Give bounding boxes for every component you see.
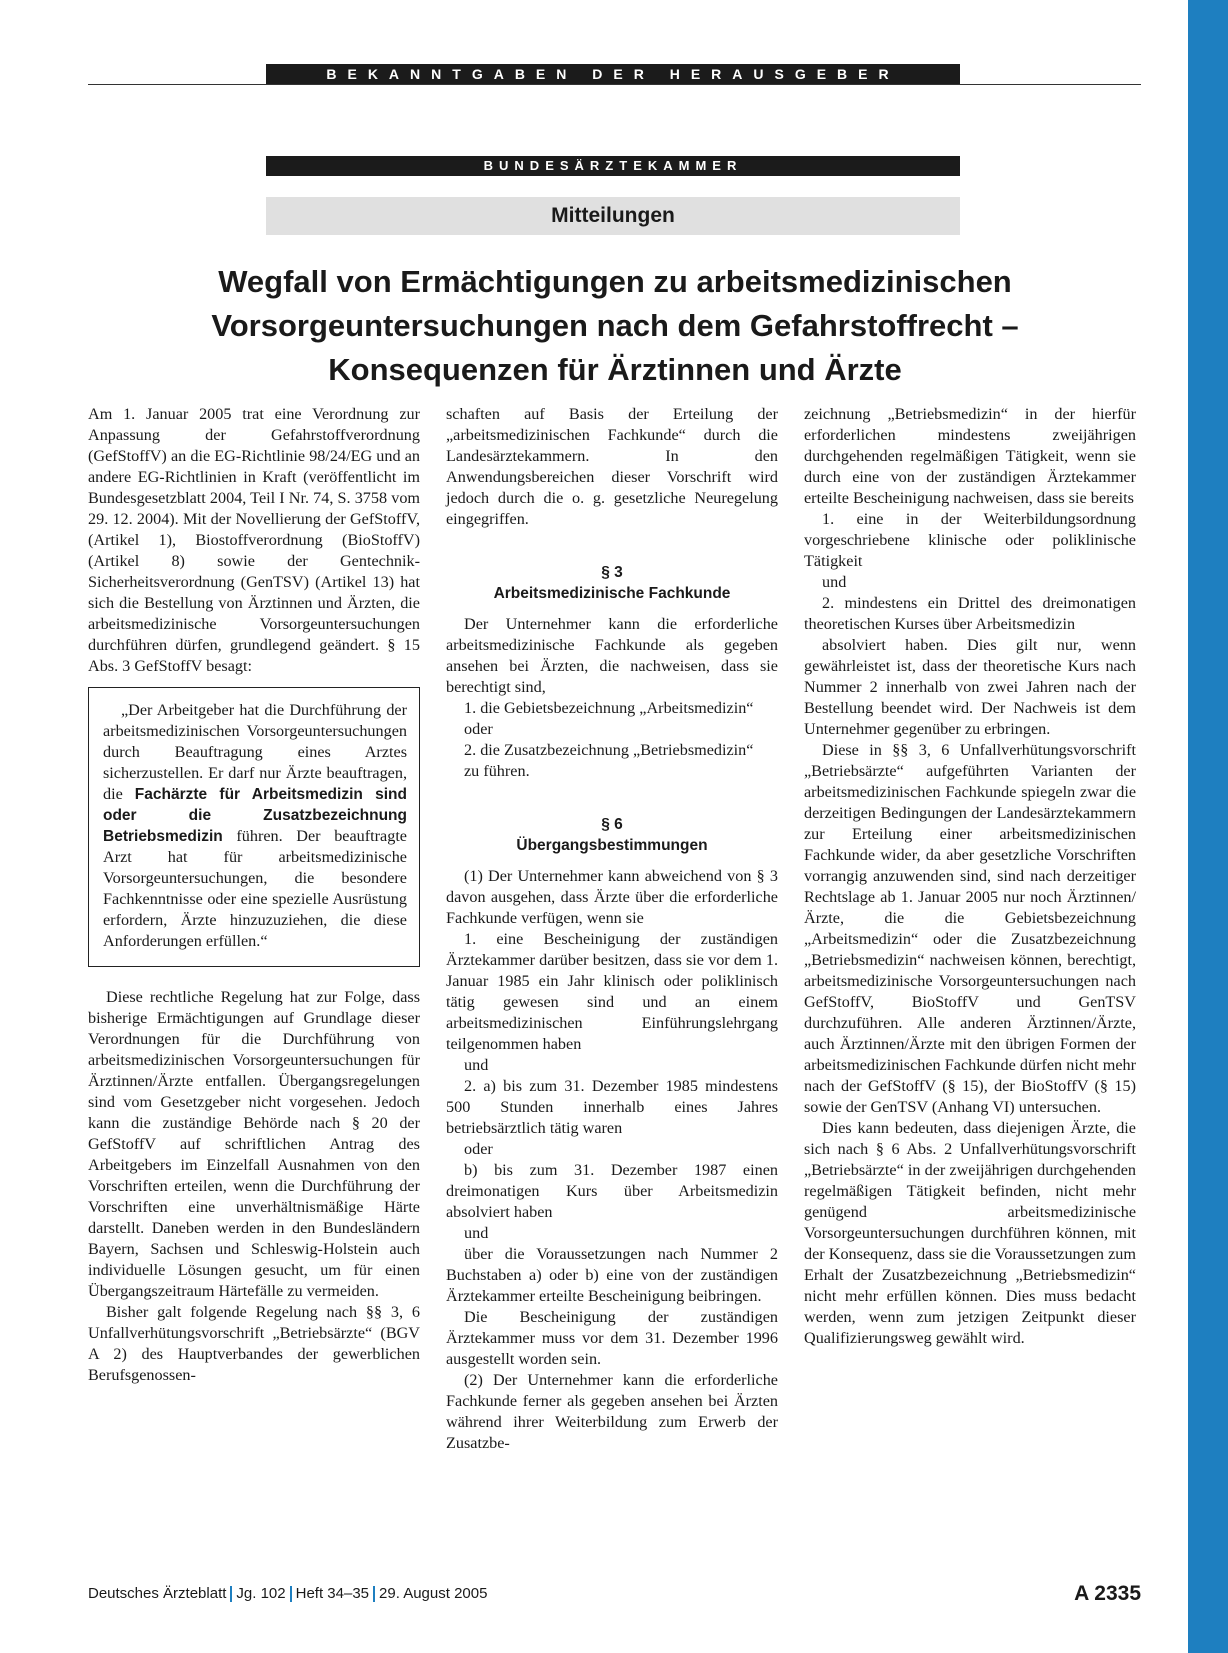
footer-journal: Deutsches Ärzteblatt <box>88 1585 227 1602</box>
footer-volume: Jg. 102 <box>236 1585 286 1602</box>
section-6-und-1: und <box>464 1056 489 1074</box>
column3-continuation: zeichnung „Betriebsmedizin“ in der hierfür erforderlichen mindestens zweijährigen durchgehenden regelmäßigen Tätigkeit, wenn sie durch eine von der zuständigen Ärztekammer erteilte Bescheinigung nachweisen, dass sie bereits <box>804 405 1136 507</box>
section-6-para-3: (2) Der Unternehmer kann die erforderliche Fachkunde ferner als gegeben ansehen bei Ärzten während ihrer Weiterbildung zum Erwerb der Zusatzbe- <box>446 1371 778 1452</box>
column3-item-1: 1. eine in der Weiterbildungsordnung vorgeschriebene klinische oder poliklinische Tätigkeit <box>804 510 1136 570</box>
section-6-item-3: über die Voraussetzungen nach Nummer 2 Buchstaben a) oder b) eine von der zuständigen Ärztekammer erteilte Bescheinigung beibringen. <box>446 1245 778 1305</box>
column-1 <box>88 404 420 1386</box>
column3-para-3: Dies kann bedeuten, dass diejenigen Ärzte, die sich nach § 6 Abs. 2 Unfallverhütungsvorschrift „Betriebsärzte“ in der zweijährigen durchgehenden regelmäßigen Tätigkeit befinden, nicht mehr genügend arbeitsmedizinische Vorsorgeuntersuchungen durchführen können, mit der Konsequenz, dass sie die Voraussetzungen zum Erhalt der Zusatzbezeichnung „Betriebsmedizin“ nicht mehr erfüllen können. Dies muss bedacht werden, wenn zum jetzigen Zeitpunkt dieser Qualifizierungsweg gewählt wird. <box>804 1119 1136 1347</box>
section-3-oder: oder <box>464 720 493 738</box>
section-6-item-1: 1. eine Bescheinigung der zuständigen Ärztekammer darüber besitzen, dass sie vor dem 1. Januar 1985 ein Jahr klinisch oder poliklinisch tätig gewesen sind und an einem arbeitsmedizinischen Einführungslehrgang teilgenommen haben <box>446 930 778 1053</box>
section-6-item-2a: 2. a) bis zum 31. Dezember 1985 mindestens 500 Stunden innerhalb eines Jahres betriebsärztlich tätig waren <box>446 1077 778 1137</box>
quote-text-end: führen. Der beauftragte Arzt hat für arbeitsmedizinische Vorsorgeuntersuchungen, die besondere Fachkenntnisse oder eine spezielle Ausrüstung erfordern, Ärzte hinzuzuziehen, die diese Anforderungen erfüllen.“ <box>103 827 407 950</box>
footer-issue: Heft 34–35 <box>295 1585 370 1602</box>
section-3-item-2: 2. die Zusatzbezeichnung „Betriebsmedizin“ <box>464 741 754 759</box>
article-title <box>100 260 1130 392</box>
section-6-para-1: (1) Der Unternehmer kann abweichend von § 3 davon ausgehen, dass Ärzte über die erforderliche Fachkunde verfügen, wenn sie <box>446 867 778 927</box>
side-color-bar <box>1188 0 1228 1653</box>
column-3 <box>804 404 1136 1349</box>
section-3-title: Arbeitsmedizinische Fachkunde <box>493 585 731 602</box>
section-3-number: § 3 <box>601 564 623 581</box>
title-line-3: Konsequenzen für Ärztinnen und Ärzte <box>328 352 902 387</box>
section-6-item-2b: b) bis zum 31. Dezember 1987 einen dreimonatigen Kurs über Arbeitsmedizin absolviert haben <box>446 1161 778 1221</box>
publisher-band: BEKANNTGABEN DER HERAUSGEBER <box>266 64 960 84</box>
footer-date: 29. August 2005 <box>379 1585 488 1602</box>
column-2 <box>446 404 778 1454</box>
section-6-oder: oder <box>464 1140 493 1158</box>
section-6-und-2: und <box>464 1224 489 1242</box>
previous-rule-paragraph: Bisher galt folgende Regelung nach §§ 3, 6 Unfallverhütungsvorschrift „Betriebsärzte“ (BGV A 2) des Hauptverbandes der gewerblichen Berufsgenossen- <box>88 1303 420 1384</box>
legal-quote <box>103 700 407 952</box>
intro-paragraph: Am 1. Januar 2005 trat eine Verordnung zur Anpassung der Gefahrstoffverordnung (GefStoffV) an die EG-Richtlinie 98/24/EG und an andere EG-Richtlinien in Kraft (veröffentlicht im Bundesgesetzblatt 2004, Teil I Nr. 74, S. 3758 vom 29. 12. 2004). Mit der Novellierung der GefStoffV, (Artikel 1), Biostoffverordnung (BioStoffV) (Artikel 8) sowie der Gentechnik-Sicherheitsverordnung (GenTSV) (Artikel 13) hat sich die Bestellung von Ärztinnen und Ärzten, die arbeitsmedizinische Vorsorgeuntersuchungen durchführen dürfen, grundlegend geändert. § 15 Abs. 3 GefStoffV besagt: <box>88 405 420 675</box>
section-6-title: Übergangsbestimmungen <box>516 837 708 854</box>
header-rule <box>88 84 1141 85</box>
column3-item-2: 2. mindestens ein Drittel des dreimonatigen theoretischen Kurses über Arbeitsmedizin <box>804 594 1136 633</box>
organization-band: BUNDESÄRZTEKAMMER <box>266 156 960 176</box>
section-6-number: § 6 <box>601 816 623 833</box>
footer-separator <box>373 1586 375 1602</box>
section-3-intro: Der Unternehmer kann die erforderliche arbeitsmedizinische Fachkunde als gegeben ansehen bei Ärzten, die nachweisen, dass sie berechtigt sind, <box>446 615 778 696</box>
legal-quote-box <box>88 687 420 967</box>
column3-para-2: Diese in §§ 3, 6 Unfallverhütungsvorschrift „Betriebsärzte“ aufgeführten Varianten der arbeitsmedizinischen Fachkunde spiegeln zwar die derzeitigen Bedingungen der Landesärztekammern zur Erteilung einer arbeitsmedizinischen Fachkunde wider, da aber gesetzliche Vorschriften vorrangig anzuwenden sind, sind nach derzeitiger Rechtslage ab 1. Januar 2005 nur noch Ärztinnen/Ärzte, die die Gebietsbezeichnung „Arbeitsmedizin“ oder die Zusatzbezeichnung „Betriebsmedizin“ nachweisen können, berechtigt, arbeitsmedizinische Vorsorgeuntersuchungen nach GefStoffV, BioStoffV und GenTSV durchzuführen. Alle anderen Ärztinnen/Ärzte, auch Ärztinnen/Ärzte mit den übrigen Formen der arbeitsmedizinischen Fachkunde dürfen nicht mehr nach der GefStoffV (§ 15), der BioStoffV (§ 15) sowie der GenTSV (Anhang VI) untersuchen. <box>804 741 1136 1116</box>
section-3-end: zu führen. <box>464 762 530 780</box>
title-line-1: Wegfall von Ermächtigungen zu arbeitsmedizinischen <box>218 264 1012 299</box>
quote-emphasis: Fachärzte für Arbeitsmedizin sind oder die Zusatzbezeichnung Betriebsmedizin <box>103 786 407 845</box>
page-footer <box>88 1581 1141 1607</box>
consequence-paragraph: Diese rechtliche Regelung hat zur Folge, dass bisherige Ermächtigungen auf Grundlage dieser Verordnungen für die Durchführung von arbeitsmedizinischen Vorsorgeuntersuchungen für Ärztinnen/Ärzte entfallen. Übergangsregelungen sind vom Gesetzgeber nicht vorgesehen. Jedoch kann die zuständige Behörde nach § 20 der GefStoffV auf schriftlichen Antrag des Arbeitgebers im Einzelfall Ausnahmen von den Vorschriften erteilen, wenn die Durchführung der Vorschriften eine unverhältnismäßige Härte darstellt. Daneben werden in den Bundesländern Bayern, Sachsen und Schleswig-Holstein auch individuelle Lösungen gesucht, um für einen Übergangszeitraum Härtefälle zu vermeiden. <box>88 988 420 1300</box>
rubric-label: Mitteilungen <box>266 197 960 235</box>
column3-und: und <box>822 573 847 591</box>
footer-separator <box>230 1586 232 1602</box>
column3-absolviert: absolviert haben. Dies gilt nur, wenn gewährleistet ist, dass der theoretische Kurs nach Nummer 2 innerhalb von zwei Jahren nach der Bestellung beendet wird. Der Nachweis ist dem Unternehmer gegenüber zu erbringen. <box>804 636 1136 738</box>
footer-separator <box>290 1586 292 1602</box>
section-3-item-1: 1. die Gebietsbezeichnung „Arbeitsmedizin“ <box>464 699 754 717</box>
column2-continuation: schaften auf Basis der Erteilung der „arbeitsmedizinischen Fachkunde“ durch die Landesärztekammern. In den Anwendungsbereichen dieser Vorschrift wird jedoch durch die o. g. gesetzliche Neuregelung eingegriffen. <box>446 405 778 528</box>
quote-text-start: „Der Arbeitgeber hat die Durchführung der arbeitsmedizinischen Vorsorgeuntersuchungen durch Beauftragung eines Arztes sicherzustellen. Er darf nur Ärzte beauftragen, die <box>103 701 407 803</box>
title-line-2: Vorsorgeuntersuchungen nach dem Gefahrstoffrecht – <box>211 308 1019 343</box>
page-number: A 2335 <box>1074 1582 1141 1605</box>
section-6-para-2: Die Bescheinigung der zuständigen Ärztekammer muss vor dem 31. Dezember 1996 ausgestellt worden sein. <box>446 1308 778 1368</box>
